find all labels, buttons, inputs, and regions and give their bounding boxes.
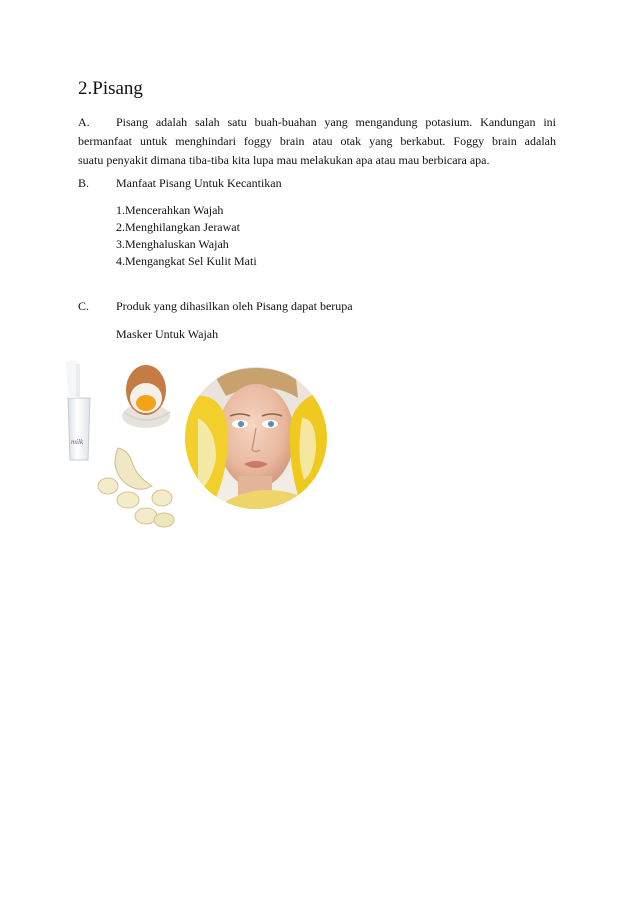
illustration-svg — [66, 358, 330, 533]
egg-icon — [122, 365, 170, 428]
milk-glass-icon — [66, 360, 90, 460]
section-b-heading — [78, 174, 282, 193]
benefits-list — [116, 202, 257, 270]
section-a-line-3: suatu penyakit dimana tiba-tiba kita lupa mau melakukan apa atau mau berbicara apa. — [78, 153, 490, 167]
page-title: 2.Pisang — [78, 78, 143, 99]
banana-mask-illustration — [66, 358, 330, 533]
section-b-title: Manfaat Pisang Untuk Kecantikan — [116, 176, 282, 190]
banana-slices-icon — [98, 448, 174, 527]
list-item: 3.Menghaluskan Wajah — [116, 237, 229, 251]
list-item: 4.Mengangkat Sel Kulit Mati — [116, 254, 257, 268]
section-a-line-2: bermanfaat untuk menghindari foggy brain atau otak yang berkabut. Foggy brain adalah — [78, 134, 556, 148]
section-c-marker: C. — [78, 299, 90, 313]
section-a-line-1: A. Pisang adalah salah satu buah-buahan yang mengandung potasium. Kandungan ini — [78, 113, 556, 132]
milk-label: milk — [71, 438, 84, 446]
list-item: 1.Mencerahkan Wajah — [116, 203, 224, 217]
section-a-paragraph — [78, 113, 556, 170]
section-c-heading — [78, 297, 353, 316]
section-c-title: Produk yang dihasilkan oleh Pisang dapat berupa — [116, 299, 353, 313]
section-b-marker: B. — [78, 176, 90, 190]
list-item: 2.Menghilangkan Jerawat — [116, 220, 240, 234]
face-mask-photo — [184, 366, 330, 518]
section-a-marker: A. — [78, 115, 90, 129]
section-c-subtitle: Masker Untuk Wajah — [116, 327, 219, 341]
